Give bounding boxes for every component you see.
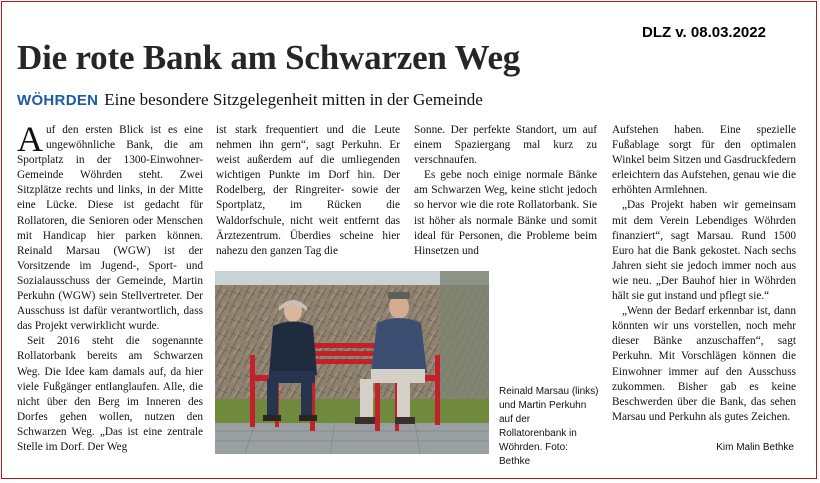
article-photo bbox=[215, 271, 489, 454]
pavement bbox=[215, 423, 489, 454]
drop-cap: A bbox=[17, 119, 43, 159]
newspaper-clipping bbox=[1, 1, 817, 479]
subheadline bbox=[17, 90, 483, 110]
paragraph: Es gebe noch einige normale Bänke am Schwarzen Weg, keine sticht jedoch so hervor wie die rote Rollatorbank. Sie ist höher als normale Bänke und somit ideal für Personen, die Probleme beim Hinsetzen und bbox=[414, 169, 597, 257]
headline: Die rote Bank am Schwarzen Weg bbox=[17, 38, 521, 77]
paragraph: „Das Projekt haben wir gemeinsam mit dem Verein Lebendiges Wöhrden finanziert“, sagt Marsau. Rund 1500 Euro hat die Bank gekostet. Nach sechs Jahren sieht sie jedoch immer noch aus wie neu. „Der Bauhof hier in Wöhrden hält sie gut instand und pflegt sie.“ bbox=[612, 199, 796, 303]
paragraph: „Wenn der Bedarf erkennbar ist, dann könnten wir uns vorstellen, noch mehr dieser Bänke anzuschaffen“, sagt Perkuhn. Mit Vorschlägen können die Einwohner immer auf den Ausschuss zukommen. Bisher gab es keine Beschwerden über die Bank, das sehen Marsau und Perkuhn als gutes Zeichen. bbox=[612, 305, 796, 423]
article-column-3 bbox=[414, 123, 597, 259]
paragraph bbox=[17, 119, 203, 334]
author-byline: Kim Malin Bethke bbox=[716, 442, 794, 453]
source-note: DLZ v. 08.03.2022 bbox=[642, 24, 766, 41]
article-column-2 bbox=[216, 123, 400, 259]
kicker-place: WÖHRDEN bbox=[17, 92, 99, 109]
article-column-1 bbox=[17, 119, 203, 455]
paragraph-text: uf den ersten Blick ist es eine ungewöhnliche Bank, die am Sportplatz in der 1300-Einwohner-Gemeinde Wöhrden steht. Zwei Sitzplätze rechts und links, in der Mitte eine Lücke. Diese ist gedacht für Rollatoren, die Senioren oder Menschen mit Handicap hier parken können. Reinald Marsau (WGW) ist der Vorsitzende im Jugend-, Sport- und Sozialausschuss der Gemeinde, Martin Perkuhn (WGW) sein Stellvertreter. Der Ausschuss ist dafür verantwortlich, dass das Projekt verwirklicht wurde. bbox=[17, 124, 203, 333]
paragraph: Seit 2016 steht die sogenannte Rollatorbank bereits am Schwarzen Weg. Die Idee kam damals auf, da hier viele Fußgänger entlanglaufen. Alle, die nicht über den Berg im Inneren des Dorfes gehen wollen, nutzen den Schwarzen Weg. „Das ist eine zentrale Stelle im Dorf. Der Weg bbox=[17, 335, 203, 453]
paragraph: ist stark frequentiert und die Leute nehmen ihn gern“, sagt Perkuhn. Er weist außerdem auf die umliegenden wichtigen Punkte im Dorf hin. Der Rodelberg, der Ringreiter- sowie der Sportplatz, im Rücken die Waldorfschule, nicht weit entfernt das Ärztezentrum. Überdies scheine hier nahezu den ganzen Tag die bbox=[216, 124, 400, 257]
paragraph: Sonne. Der perfekte Standort, um auf einem Spaziergang mal kurz zu verschnaufen. bbox=[414, 124, 597, 167]
photo-caption: Reinald Marsau (links) und Martin Perkuhn auf der Rollatorenbank in Wöhrden. Foto: Bethke bbox=[499, 386, 599, 467]
kicker-text: Eine besondere Sitzgelegenheit mitten in der Gemeinde bbox=[104, 90, 483, 109]
photo-illustration bbox=[215, 271, 489, 454]
article-column-4 bbox=[612, 123, 796, 425]
paragraph: Aufstehen haben. Eine spezielle Fußablage sorgt für den optimalen Winkel beim Sitzen und Gasdruckfedern erleichtern das Aufstehen, genau wie die erhöhten Armlehnen. bbox=[612, 124, 797, 197]
